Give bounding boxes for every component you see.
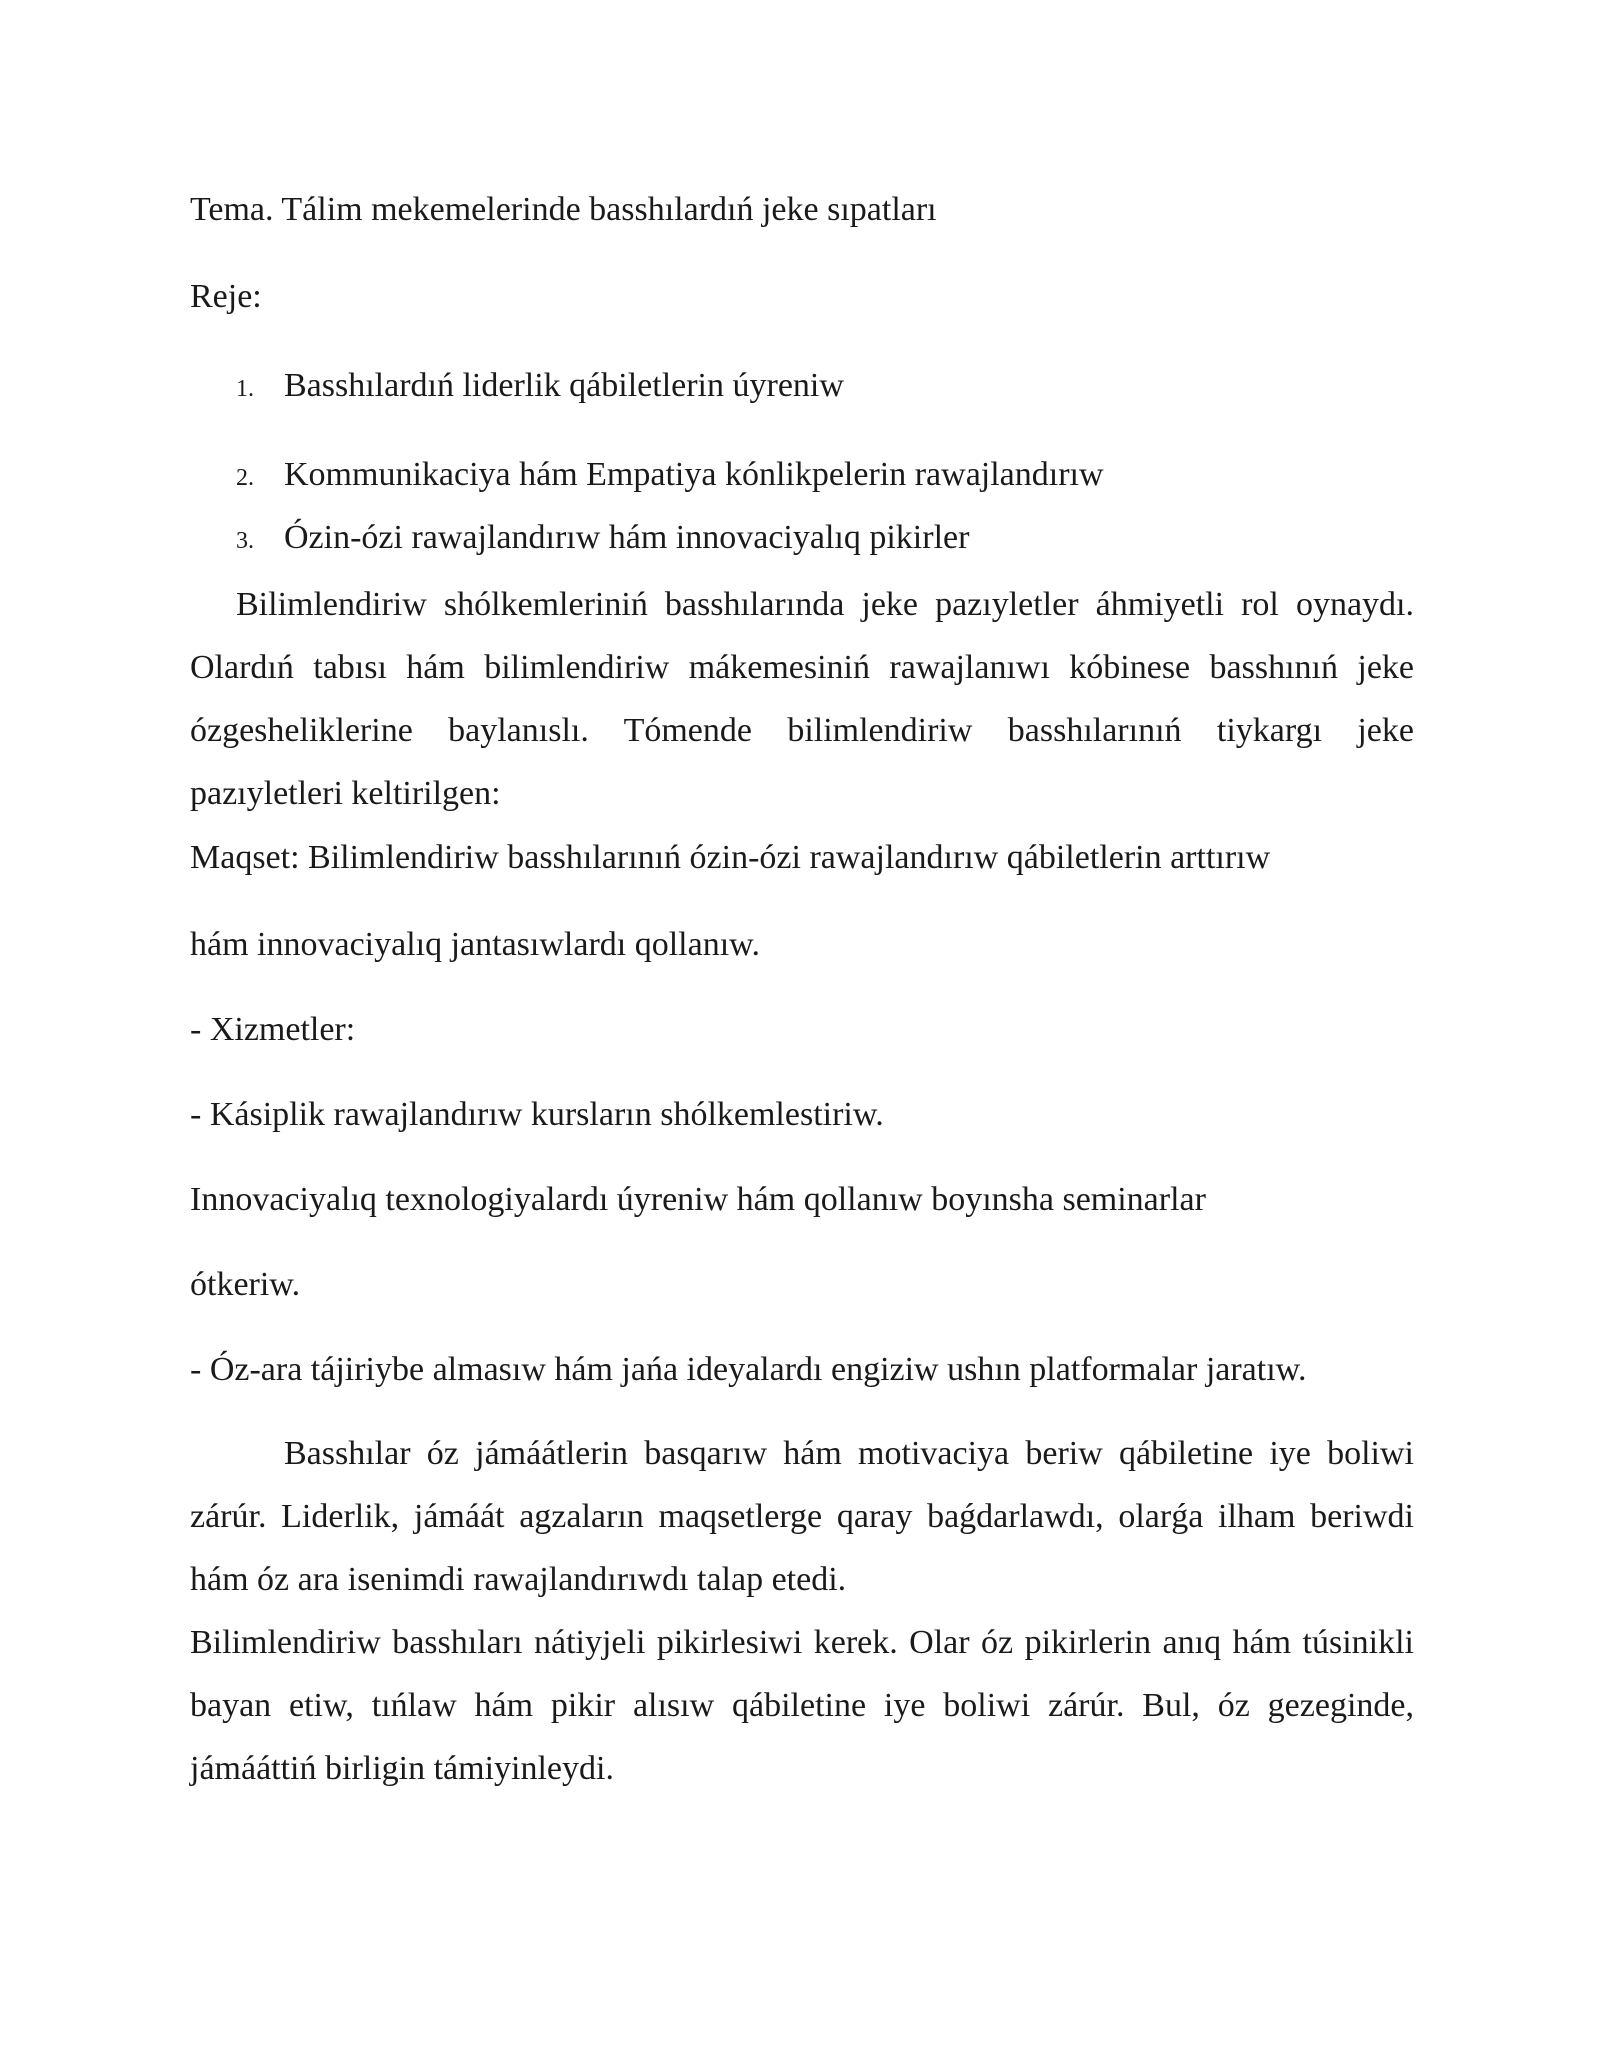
document-title: Tema. Tálim mekemelerinde basshılardıń jeke sıpatları bbox=[190, 191, 937, 228]
intro-paragraph: Bilimlendiriw shólkemleriniń basshılarında jeke pazıyletler áhmiyetli rol oynaydı. Olardıń tabısı hám bilimlendiriw mákemesiniń rawajlanıwı kóbinese basshınıń jeke ózgesheliklerine baylanıslı. Tómende bilimlendiriw basshılarınıń tiykargı jeke pazıyletleri keltirilgen: bbox=[190, 586, 1414, 812]
service-item-2-line-2: ótkeriw. bbox=[190, 1266, 301, 1303]
plan-item-text: Basshılardıń liderlik qábiletlerin úyreniw bbox=[284, 367, 844, 404]
plan-label: Reje: bbox=[190, 278, 262, 315]
plan-item-number: 2. bbox=[236, 465, 254, 491]
plan-item-number: 3. bbox=[236, 528, 254, 554]
service-item-2-line-1: Innovaciyalıq texnologiyalardı úyreniw hám qollanıw boyınsha seminarlar bbox=[190, 1181, 1206, 1218]
service-item-3: - Óz-ara tájiriybe almasıw hám jańa ideyalardı engiziw ushın platformalar jaratıw. bbox=[190, 1351, 1307, 1388]
plan-item-number: 1. bbox=[236, 376, 254, 402]
services-label: - Xizmetler: bbox=[190, 1011, 356, 1048]
leadership-paragraph: Basshılar óz jámáátlerin basqarıw hám motivaciya beriw qábiletine iye boliwi zárúr. Liderlik, jámáát agzaların maqsetlerge qaray baǵdarlawdı, olarǵa ilham beriwdi hám óz ara isenimdi rawajlandırıwdı talap etedi. bbox=[190, 1435, 1414, 1598]
goal-line-2: hám innovaciyalıq jantasıwlardı qollanıw. bbox=[190, 926, 760, 963]
plan-item bbox=[236, 366, 844, 409]
plan-item bbox=[236, 455, 1104, 498]
communication-paragraph: Bilimlendiriw basshıları nátiyjeli pikirlesiwi kerek. Olar óz pikirlerin anıq hám túsinikli bayan etiw, tıńlaw hám pikir alısıw qábiletine iye boliwi zárúr. Bul, óz gezeginde, jámááttiń birligin támiyinleydi. bbox=[190, 1624, 1414, 1787]
goal-line-1: Maqset: Bilimlendiriw basshılarınıń ózin-ózi rawajlandırıw qábiletlerin arttırıw bbox=[190, 839, 1271, 876]
plan-item-text: Kommunikaciya hám Empatiya kónlikpelerin rawajlandırıw bbox=[284, 456, 1104, 493]
plan-item-text: Ózin-ózi rawajlandırıw hám innovaciyalıq pikirler bbox=[284, 519, 970, 556]
plan-item bbox=[236, 518, 969, 561]
service-item-1: - Kásiplik rawajlandırıw kursların shólkemlestiriw. bbox=[190, 1096, 884, 1133]
